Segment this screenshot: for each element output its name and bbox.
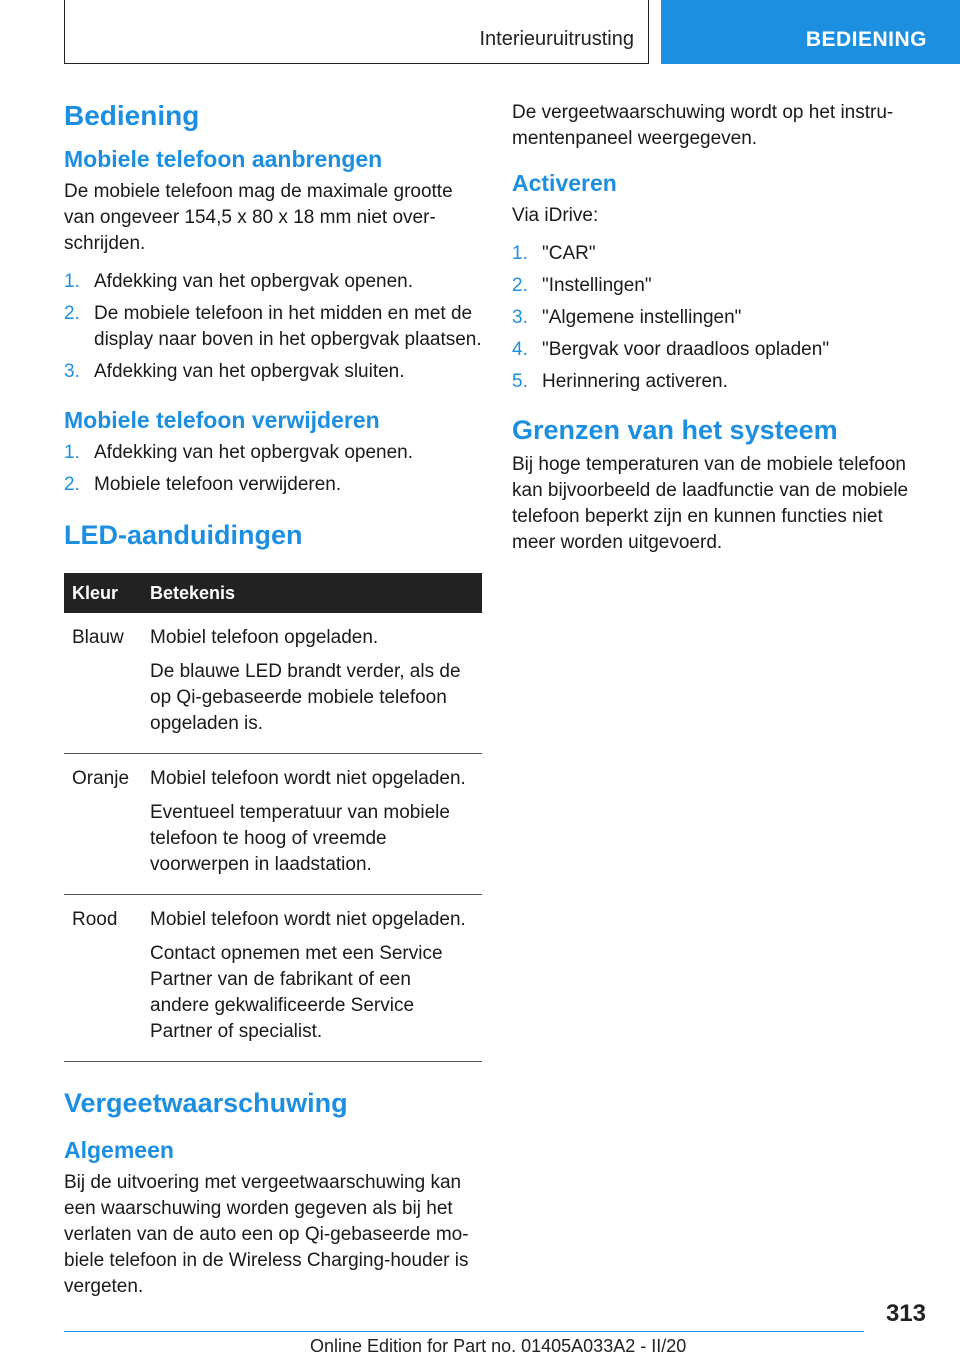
table-header-row	[64, 573, 482, 613]
footer-divider	[64, 1331, 864, 1332]
list-item: 2. "Instellingen"	[512, 275, 652, 296]
activate-steps	[512, 241, 912, 395]
col-color-header: Kleur	[64, 573, 142, 613]
table-row	[64, 754, 482, 895]
table-row	[64, 613, 482, 754]
attach-steps	[64, 269, 482, 385]
led-meaning: Mobiel telefoon wordt niet opgeladen. Eventueel temperatuur van mobiele telefoon te hoog of vreemde voorwerpen in laadstation.	[142, 754, 482, 895]
reminder-subheading: Algemeen	[64, 1137, 174, 1163]
limits-text: Bij hoge temperaturen van de mobiele telefoon kan bijvoorbeeld de laadfunctie van de mobiele telefoon beperkt zijn en kunnen functies niet meer worden uitgevoerd.	[512, 454, 909, 553]
right-column	[512, 100, 912, 568]
led-heading: LED-aanduidingen	[64, 520, 303, 550]
list-item: 4. "Bergvak voor draadloos opladen"	[512, 339, 830, 360]
table-row	[64, 895, 482, 1062]
footer-edition: Online Edition for Part no. 01405A033A2 - II/20	[310, 1336, 687, 1356]
led-table	[64, 573, 482, 1062]
reminder-text: Bij de uitvoering met vergeetwaarschuwing kan een waarschuwing worden gegeven als bij het verlaten van de auto een op Qi-gebaseerde mobiele telefoon in de Wireless Charging-houder is vergeten.	[64, 1172, 469, 1297]
page-number: 313	[885, 1300, 926, 1327]
list-item: 2. Mobiele telefoon verwijderen.	[64, 474, 342, 495]
list-item: 5. Herinnering activeren.	[512, 371, 728, 392]
activate-via: Via iDrive:	[512, 205, 599, 226]
led-meaning: Mobiel telefoon wordt niet opgeladen. Contact opnemen met een Service Partner van de fabrikant of een andere gekwalificeerde Service Partner of specialist.	[142, 895, 482, 1062]
limits-heading: Grenzen van het systeem	[512, 415, 838, 445]
list-item: 1. "CAR"	[512, 243, 596, 264]
list-item: 1. Afdekking van het opbergvak openen.	[64, 271, 414, 292]
reminder-heading: Vergeetwaarschuwing	[64, 1088, 348, 1118]
attach-intro: De mobiele telefoon mag de maximale grootte van ongeveer 154,5 x 80 x 18 mm niet overschrijden.	[64, 181, 453, 254]
activate-heading: Activeren	[512, 170, 617, 196]
led-color: Blauw	[64, 613, 142, 754]
list-item: 3. "Algemene instellingen"	[512, 307, 742, 328]
header-chapter-tab	[661, 0, 960, 64]
attach-heading: Mobiele telefoon aanbrengen	[64, 146, 383, 172]
list-item: 1. Afdekking van het opbergvak openen.	[64, 442, 414, 463]
header-chapter-title: BEDIENING	[805, 28, 927, 51]
header-section-title: Interieuruitrusting	[479, 28, 634, 50]
remove-steps	[64, 440, 482, 498]
col-meaning-header: Betekenis	[142, 573, 482, 613]
list-item: 2. De mobiele telefoon in het midden en met de display naar boven in het opbergvak plaatsen.	[64, 303, 482, 350]
page-title: Bediening	[64, 100, 200, 131]
led-color: Oranje	[64, 754, 142, 895]
reminder-display-text: De vergeetwaarschuwing wordt op het instrumentenpaneel weergegeven.	[512, 102, 894, 149]
led-color: Rood	[64, 895, 142, 1062]
list-item: 3. Afdekking van het opbergvak sluiten.	[64, 361, 405, 382]
header-section-tab	[64, 0, 649, 64]
led-meaning: Mobiel telefoon opgeladen. De blauwe LED brandt verder, als de op Qi-gebaseerde mobiele telefoon opgeladen is.	[142, 613, 482, 754]
left-column	[64, 100, 482, 1312]
remove-heading: Mobiele telefoon verwijderen	[64, 407, 380, 433]
